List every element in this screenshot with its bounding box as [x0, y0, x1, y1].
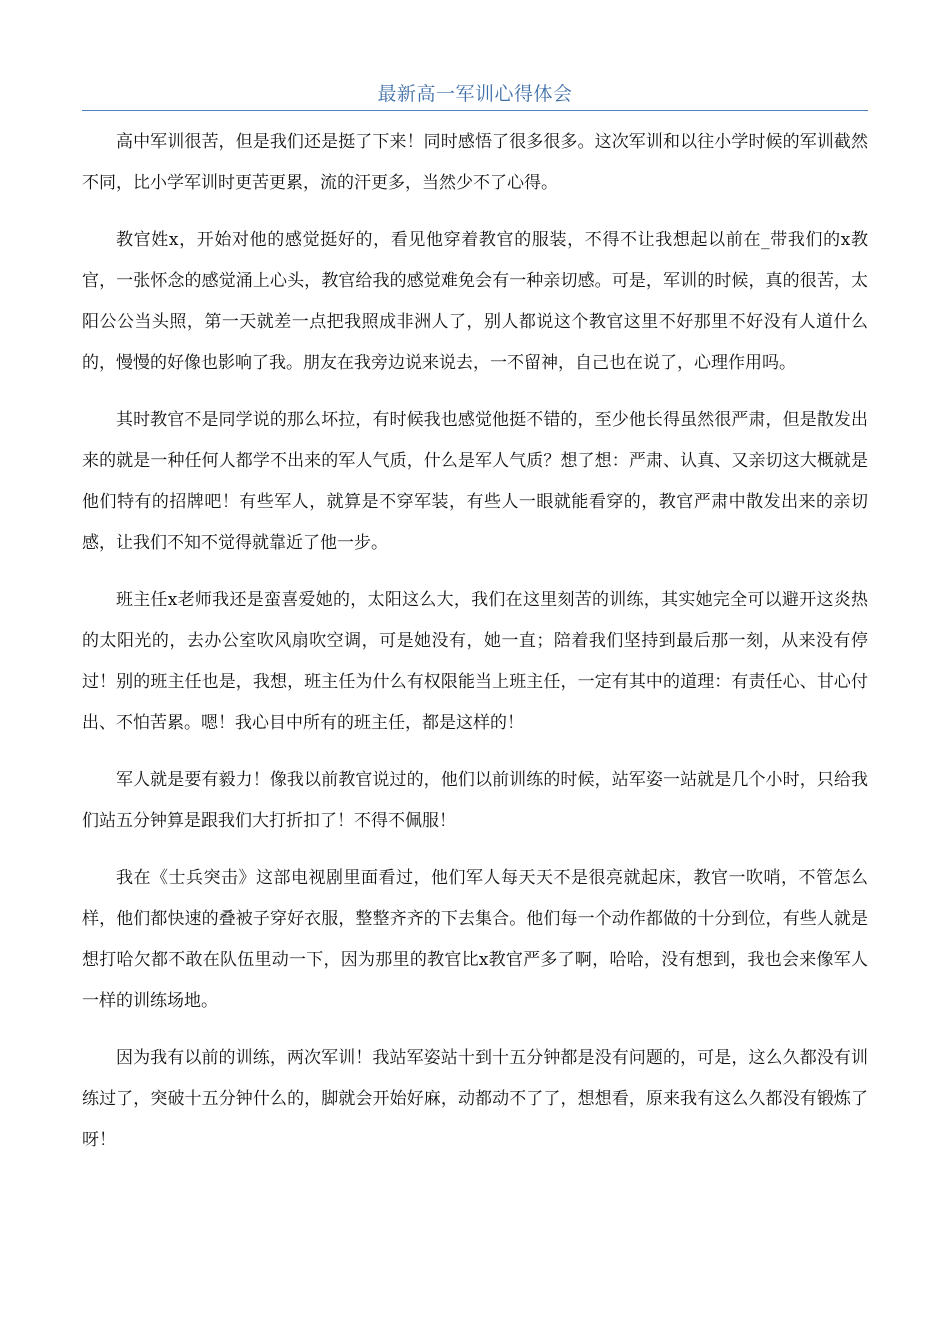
- paragraph-5: 军人就是要有毅力！像我以前教官说过的，他们以前训练的时候，站军姿一站就是几个小时，只给我们站五分钟算是跟我们大打折扣了！不得不佩服！: [82, 770, 868, 831]
- page-header: [82, 80, 868, 111]
- paragraph-2: 教官姓x，开始对他的感觉挺好的，看见他穿着教官的服装，不得不让我想起以前在_带我们的x教官，一张怀念的感觉涌上心头，教官给我的感觉难免会有一种亲切感。可是，军训的时候，真的很苦，太阳公公当头照，第一天就差一点把我照成非洲人了，别人都说这个教官这里不好那里不好没有人道什么的，慢慢的好像也影响了我。朋友在我旁边说来说去，一不留神，自己也在说了，心理作用吗。: [82, 230, 868, 373]
- paragraph-1: 高中军训很苦，但是我们还是挺了下来！同时感悟了很多很多。这次军训和以往小学时候的军训截然不同，比小学军训时更苦更累，流的汗更多，当然少不了心得。: [82, 132, 868, 193]
- paragraph-7: 因为我有以前的训练，两次军训！我站军姿站十到十五分钟都是没有问题的，可是，这么久都没有训练过了，突破十五分钟什么的，脚就会开始好麻，动都动不了了，想想看，原来我有这么久都没有锻炼了呀！: [82, 1048, 868, 1150]
- paragraph-3: 其时教官不是同学说的那么坏拉，有时候我也感觉他挺不错的，至少他长得虽然很严肃，但是散发出来的就是一种任何人都学不出来的军人气质，什么是军人气质？想了想：严肃、认真、又亲切这大概就是他们特有的招牌吧！有些军人，就算是不穿军装，有些人一眼就能看穿的，教官严肃中散发出来的亲切感，让我们不知不觉得就靠近了他一步。: [82, 410, 868, 553]
- document-body: [82, 122, 868, 1177]
- paragraph-4: 班主任x老师我还是蛮喜爱她的，太阳这么大，我们在这里刻苦的训练，其实她完全可以避开这炎热的太阳光的，去办公室吹风扇吹空调，可是她没有，她一直；陪着我们坚持到最后那一刻，从来没有停过！别的班主任也是，我想，班主任为什么有权限能当上班主任，一定有其中的道理：有责任心、甘心付出、不怕苦累。嗯！我心目中所有的班主任，都是这样的！: [82, 590, 868, 733]
- paragraph-6: 我在《士兵突击》这部电视剧里面看过，他们军人每天天不是很亮就起床，教官一吹哨，不管怎么样，他们都快速的叠被子穿好衣服，整整齐齐的下去集合。他们每一个动作都做的十分到位，有些人就是想打哈欠都不敢在队伍里动一下，因为那里的教官比x教官严多了啊，哈哈，没有想到，我也会来像军人一样的训练场地。: [82, 868, 868, 1011]
- document-title: 最新高一军训心得体会: [377, 83, 573, 105]
